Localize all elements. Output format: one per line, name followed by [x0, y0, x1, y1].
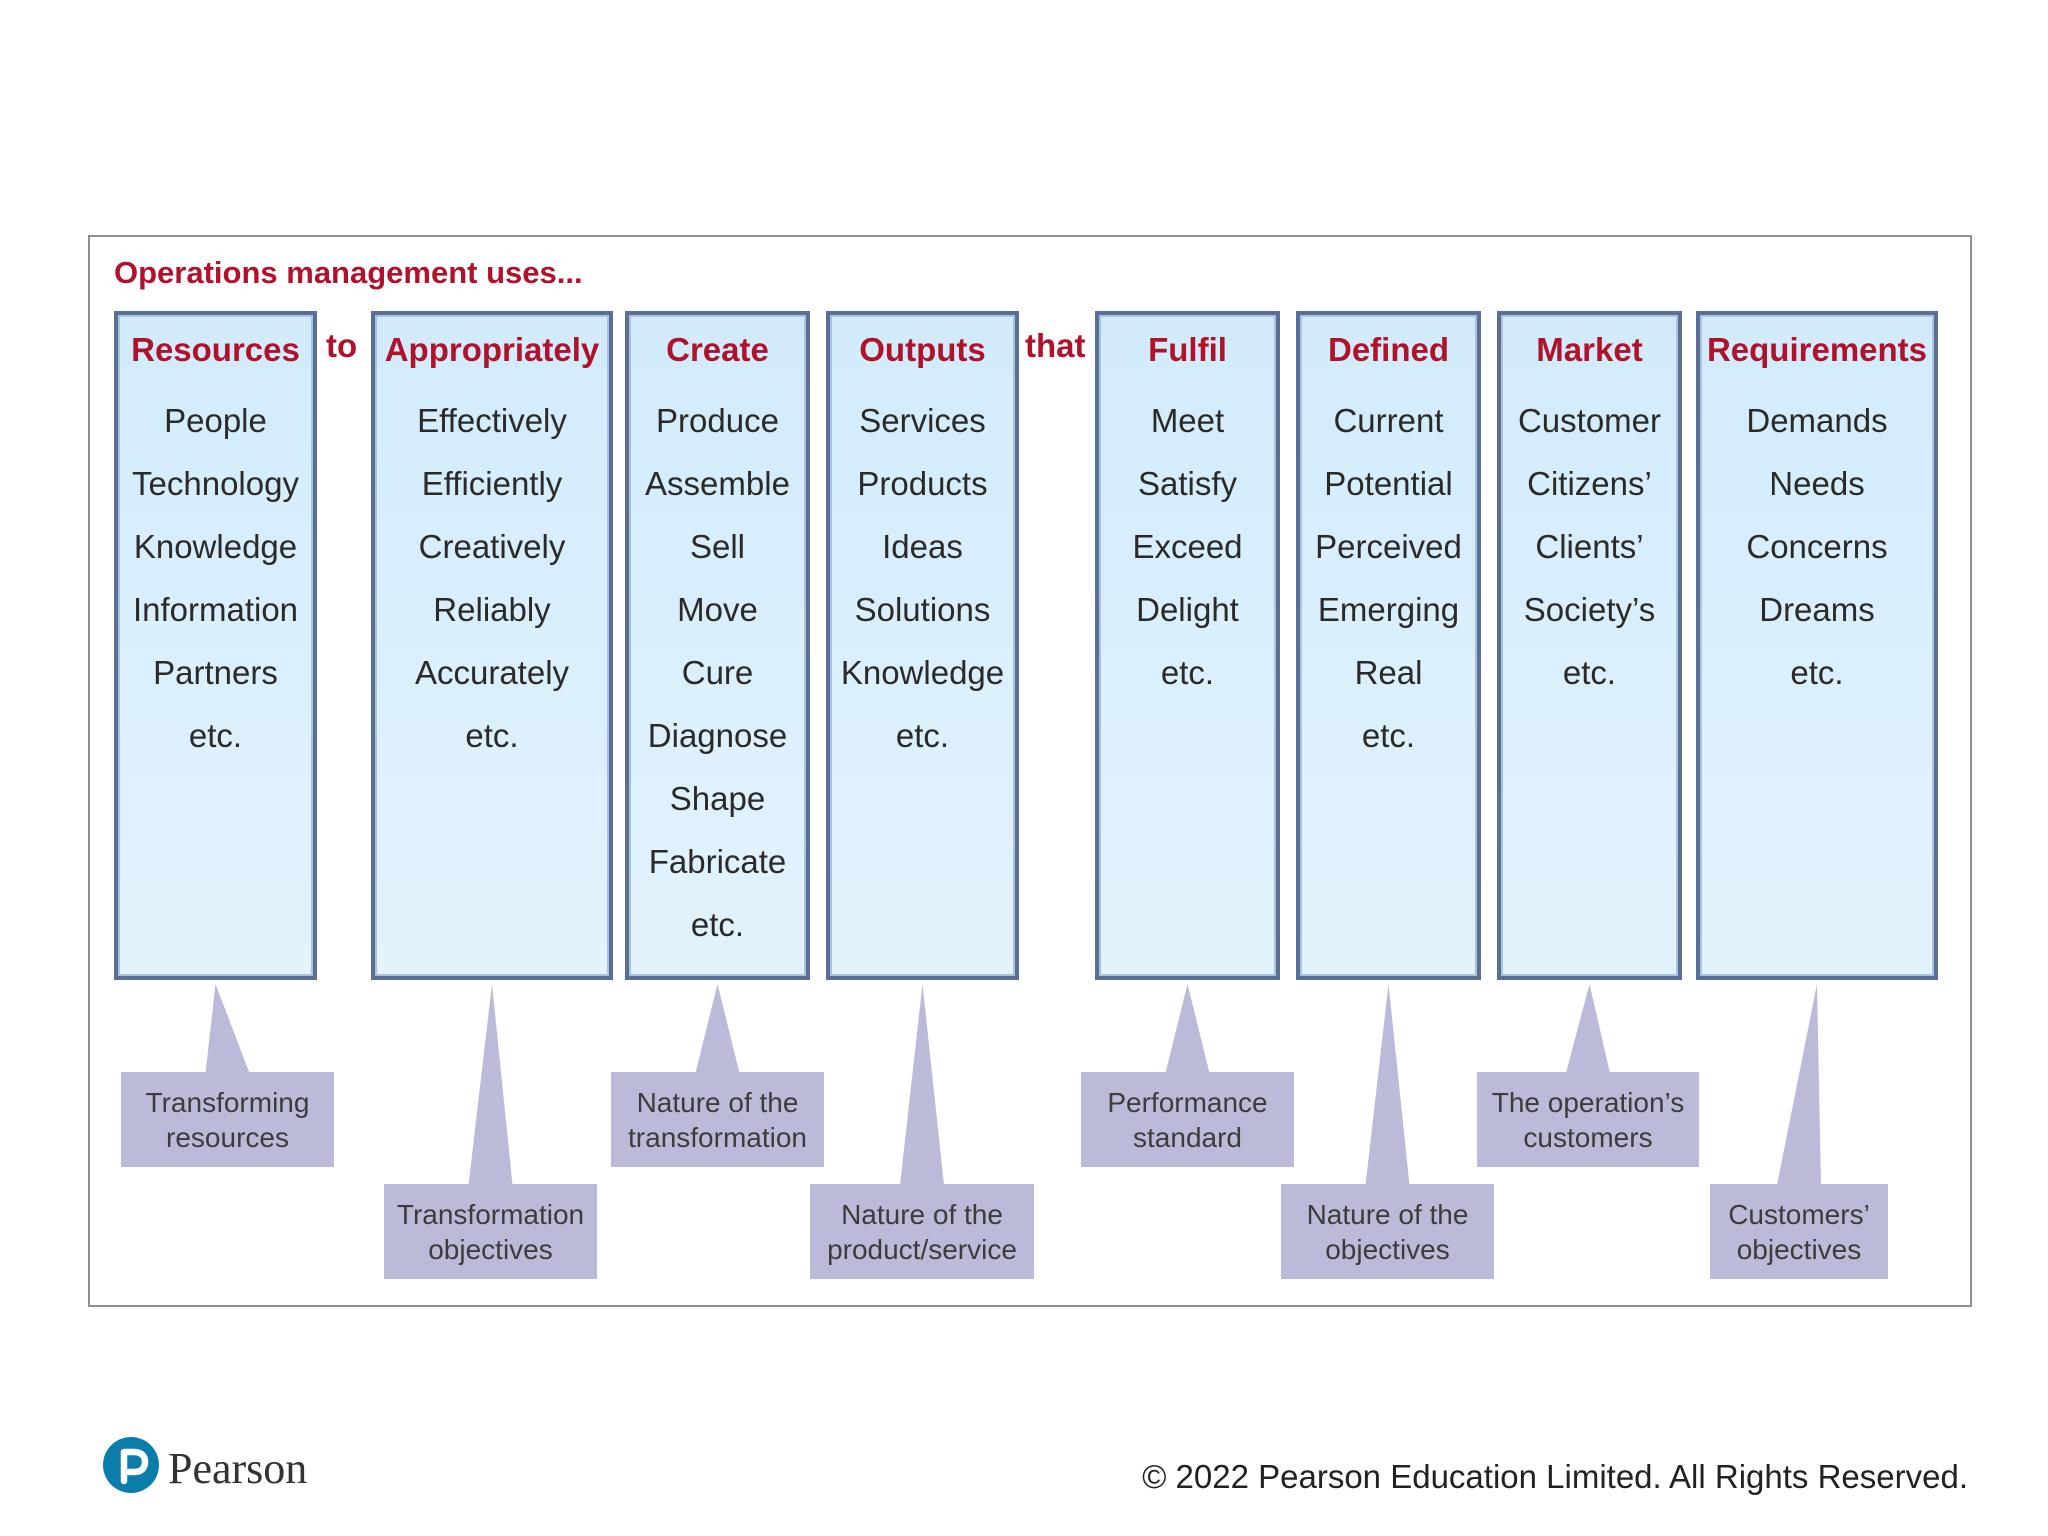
copyright-notice: © 2022 Pearson Education Limited. All Rights Reserved. [1142, 1458, 1968, 1495]
callout-label-line: objectives [1736, 1233, 1862, 1265]
column-item: Emerging [1317, 591, 1460, 628]
callout-pointer [1777, 984, 1821, 1185]
pearson-wordmark: Pearson [168, 1444, 308, 1493]
column-item: Customer [1517, 402, 1662, 439]
callout-label [810, 1184, 1034, 1279]
column-item: etc. [1562, 654, 1617, 691]
column-outputs [826, 311, 1019, 980]
column-item: Dreams [1759, 591, 1875, 628]
callout-pointer [469, 984, 513, 1185]
column-item: Delight [1136, 591, 1239, 628]
diagram-heading: Operations management uses... [114, 255, 583, 290]
column-item-list [1300, 398, 1477, 776]
column-item-list [629, 398, 806, 965]
column-item-list [1501, 398, 1678, 713]
column-item: Perceived [1315, 528, 1462, 565]
column-item: Real [1354, 654, 1423, 691]
callout-label-line: product/service [827, 1233, 1017, 1265]
column-item: etc. [1160, 654, 1215, 691]
column-fulfil [1095, 311, 1280, 980]
callout-label [1081, 1072, 1294, 1167]
column-item: Society’s [1523, 591, 1656, 628]
callout-label-line: Customers’ [1728, 1198, 1870, 1230]
column-item: Needs [1769, 465, 1865, 502]
column-item: Exceed [1132, 528, 1243, 565]
column-item-list [830, 398, 1015, 776]
callout-pointer [900, 984, 944, 1185]
column-item: etc. [895, 717, 950, 754]
column-item: Services [859, 402, 986, 439]
callout-label-line: customers [1523, 1121, 1653, 1153]
callout-label [1477, 1072, 1699, 1167]
callout-label-line: Transformation [396, 1198, 585, 1230]
column-title: Create [666, 331, 769, 368]
callout-label-line: Nature of the [1306, 1198, 1469, 1230]
callout-label [384, 1184, 597, 1279]
callout-pointer [206, 984, 250, 1073]
callout-label [611, 1072, 824, 1167]
column-item: Shape [669, 780, 766, 817]
column-item: Meet [1150, 402, 1225, 439]
column-item: Knowledge [840, 654, 1005, 691]
column-item: Fabricate [648, 843, 787, 880]
column-item-list [1099, 398, 1276, 713]
callout-label-line: Nature of the [636, 1086, 799, 1118]
column-item: Produce [656, 402, 779, 439]
callout-label-line: transformation [628, 1121, 807, 1153]
column-item: Reliably [433, 591, 551, 628]
column-item: Demands [1746, 402, 1888, 439]
column-item: Clients’ [1535, 528, 1644, 565]
pearson-logo-icon [103, 1437, 159, 1493]
column-defined [1296, 311, 1481, 980]
column-item: Current [1333, 402, 1444, 439]
column-item: Efficiently [421, 465, 563, 502]
column-item: etc. [188, 717, 243, 754]
callout-label-line: Transforming [145, 1086, 310, 1118]
column-title: Resources [131, 331, 300, 368]
column-item: Sell [689, 528, 746, 565]
column-title: Outputs [859, 331, 986, 368]
column-title: Fulfil [1148, 331, 1227, 368]
column-market [1497, 311, 1682, 980]
callout-label-line: objectives [428, 1233, 553, 1265]
column-item: Partners [153, 654, 278, 691]
column-item: etc. [1361, 717, 1416, 754]
callout-pointer [1166, 984, 1210, 1073]
column-item: People [164, 402, 267, 439]
column-item: Potential [1324, 465, 1453, 502]
column-appropriately [371, 311, 613, 980]
column-title: Market [1536, 331, 1643, 368]
column-requirements [1696, 311, 1938, 980]
callout-pointer [1566, 984, 1610, 1073]
callout-label [121, 1072, 334, 1167]
column-item: Accurately [414, 654, 570, 691]
column-resources [114, 311, 317, 980]
column-item: Concerns [1746, 528, 1888, 565]
column-item: Assemble [645, 465, 790, 502]
column-title: Appropriately [384, 331, 600, 368]
column-item: Effectively [417, 402, 567, 439]
column-item: etc. [1790, 654, 1844, 691]
callout-label [1281, 1184, 1494, 1279]
callout-label-line: Performance [1107, 1086, 1268, 1118]
column-item: Information [132, 591, 299, 628]
column-item: Move [677, 591, 758, 628]
column-item: Creatively [418, 528, 566, 565]
callout-label-line: resources [166, 1121, 289, 1153]
column-item: etc. [690, 906, 745, 943]
callout-pointer [1366, 984, 1410, 1185]
connector-that: that [1025, 327, 1086, 364]
callout-label-line: standard [1133, 1121, 1242, 1153]
column-item-list [375, 398, 609, 776]
column-title: Defined [1327, 331, 1449, 368]
callout-label-line: objectives [1325, 1233, 1450, 1265]
callout-label-line: The operation’s [1491, 1086, 1685, 1118]
column-item: Solutions [854, 591, 991, 628]
column-item: Ideas [882, 528, 963, 565]
column-item: Satisfy [1137, 465, 1238, 502]
callout-label [1710, 1184, 1888, 1279]
column-title: Requirements [1706, 331, 1928, 368]
column-item: Technology [132, 465, 299, 502]
column-item: Products [857, 465, 988, 502]
column-item-list [118, 398, 313, 776]
callout-pointer [696, 984, 740, 1073]
column-item: Cure [681, 654, 754, 691]
column-item: Knowledge [133, 528, 298, 565]
column-item: etc. [465, 717, 519, 754]
callout-label-line: Nature of the [841, 1198, 1003, 1230]
column-item: Citizens’ [1527, 465, 1652, 502]
column-item: Diagnose [647, 717, 788, 754]
column-create [625, 311, 810, 980]
column-item-list [1700, 398, 1934, 713]
connector-to: to [326, 327, 358, 364]
